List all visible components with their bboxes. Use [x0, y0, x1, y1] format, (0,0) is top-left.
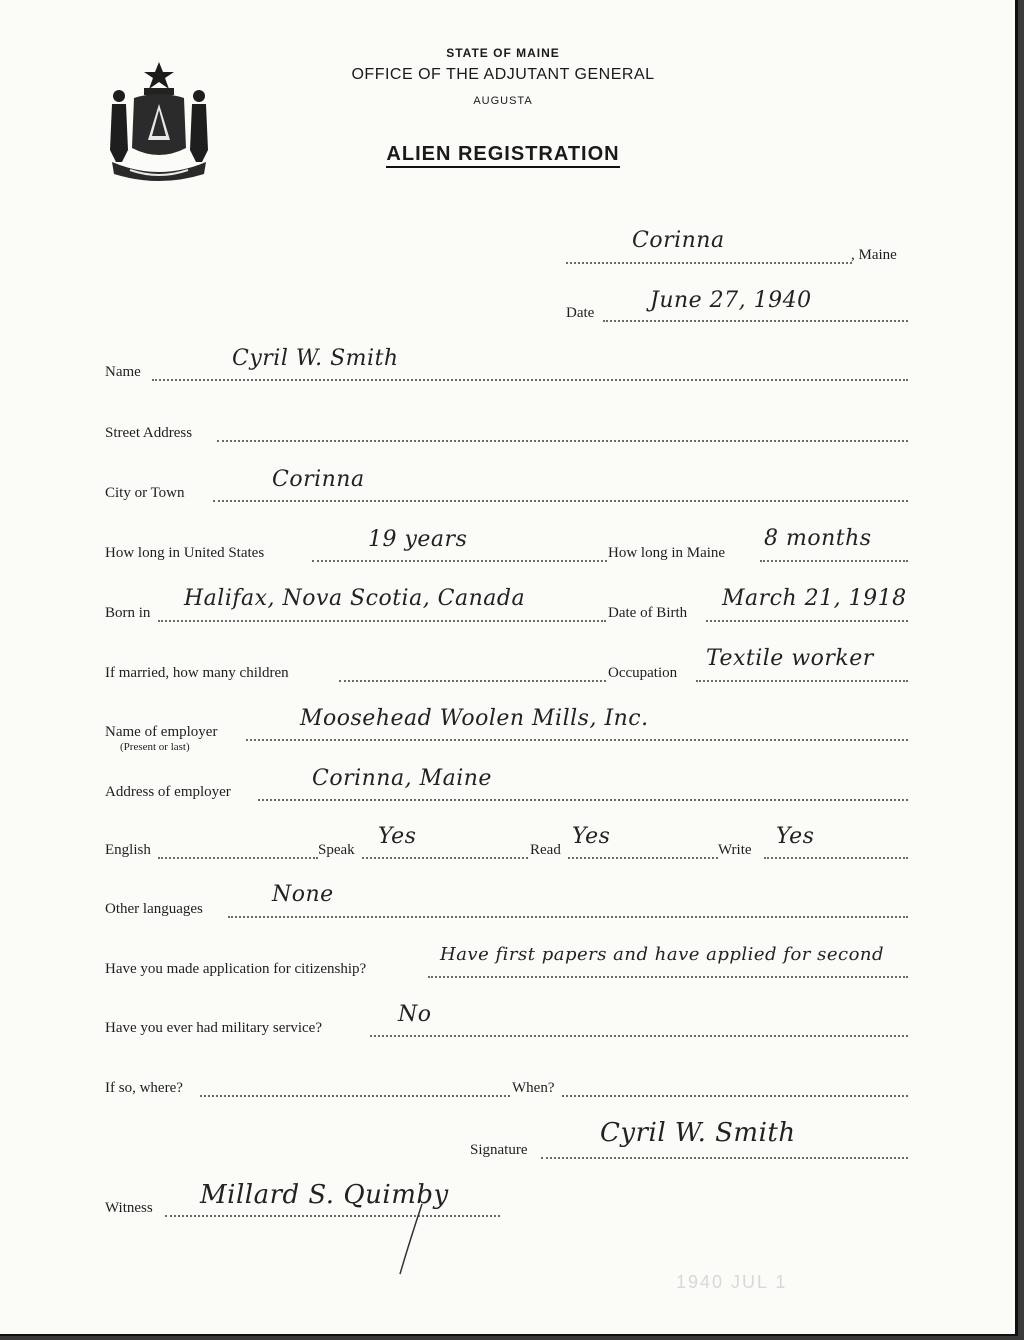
name-value[interactable]: Cyril W. Smith [232, 346, 399, 371]
street-line [217, 440, 908, 442]
born-value[interactable]: Halifax, Nova Scotia, Canada [184, 586, 526, 611]
read-line [568, 857, 718, 859]
form-title: ALIEN REGISTRATION [0, 143, 1012, 166]
occupation-line [696, 680, 908, 682]
us-duration-label: How long in United States [105, 545, 265, 561]
read-value[interactable]: Yes [572, 824, 611, 849]
office-heading: OFFICE OF THE ADJUTANT GENERAL [351, 66, 655, 83]
name-line [152, 379, 908, 381]
maine-duration-value[interactable]: 8 months [764, 526, 872, 551]
city-line [213, 500, 908, 502]
town-line [566, 262, 852, 264]
other-languages-line [228, 916, 908, 918]
employer-line [246, 739, 908, 741]
read-label: Read [530, 842, 561, 858]
children-label: If married, how many children [105, 665, 289, 681]
employer-address-value[interactable]: Corinna, Maine [312, 766, 492, 791]
citizenship-value[interactable]: Have first papers and have applied for second [440, 944, 885, 965]
english-line [158, 857, 318, 859]
signature-line [541, 1157, 908, 1159]
signature-label: Signature [470, 1142, 528, 1158]
date-line [603, 320, 908, 322]
city-label: City or Town [105, 485, 185, 501]
children-line [339, 680, 606, 682]
born-label: Born in [105, 605, 151, 621]
occupation-label: Occupation [608, 665, 678, 681]
us-duration-line [312, 560, 607, 562]
date-value[interactable]: June 27, 1940 [650, 288, 812, 313]
city-heading: AUGUSTA [473, 95, 533, 107]
street-label: Street Address [105, 425, 193, 441]
town-value[interactable]: Corinna [632, 228, 725, 253]
employer-value[interactable]: Moosehead Woolen Mills, Inc. [300, 706, 649, 731]
where-line [200, 1095, 510, 1097]
employer-address-line [258, 799, 908, 801]
write-label: Write [718, 842, 752, 858]
signature-value[interactable]: Cyril W. Smith [600, 1118, 796, 1148]
other-languages-label: Other languages [105, 901, 203, 917]
employer-address-label: Address of employer [105, 784, 231, 800]
date-label: Date [566, 305, 595, 321]
english-label: English [105, 842, 151, 858]
military-line [370, 1035, 908, 1037]
write-value[interactable]: Yes [776, 824, 815, 849]
town-suffix: , Maine [851, 247, 897, 263]
military-label: Have you ever had military service? [105, 1020, 322, 1036]
dob-value[interactable]: March 21, 1918 [722, 586, 907, 611]
born-line [158, 620, 606, 622]
when-label: When? [512, 1080, 555, 1096]
speak-value[interactable]: Yes [378, 824, 417, 849]
write-line [764, 857, 908, 859]
dob-label: Date of Birth [608, 605, 688, 621]
us-duration-value[interactable]: 19 years [368, 527, 468, 552]
witness-label: Witness [105, 1200, 153, 1216]
maine-duration-line [760, 560, 908, 562]
state-heading: STATE OF MAINE [446, 46, 560, 60]
dob-line [706, 620, 908, 622]
signature-flourish-icon [370, 1200, 430, 1280]
occupation-value[interactable]: Textile worker [706, 646, 874, 671]
name-label: Name [105, 364, 141, 380]
speak-line [362, 857, 528, 859]
citizenship-label: Have you made application for citizenship? [105, 961, 367, 977]
received-stamp: 1940 JUL 1 [676, 1272, 788, 1292]
maine-duration-label: How long in Maine [608, 545, 726, 561]
where-label: If so, where? [105, 1080, 183, 1096]
witness-line [165, 1215, 500, 1217]
military-value[interactable]: No [398, 1002, 432, 1027]
employer-sublabel: (Present or last) [120, 741, 190, 753]
speak-label: Speak [318, 842, 355, 858]
citizenship-line [428, 976, 908, 978]
when-line [562, 1095, 908, 1097]
other-languages-value[interactable]: None [272, 882, 334, 907]
city-value[interactable]: Corinna [272, 467, 365, 492]
witness-value[interactable]: Millard S. Quimby [200, 1180, 449, 1210]
employer-label: Name of employer [105, 724, 218, 740]
